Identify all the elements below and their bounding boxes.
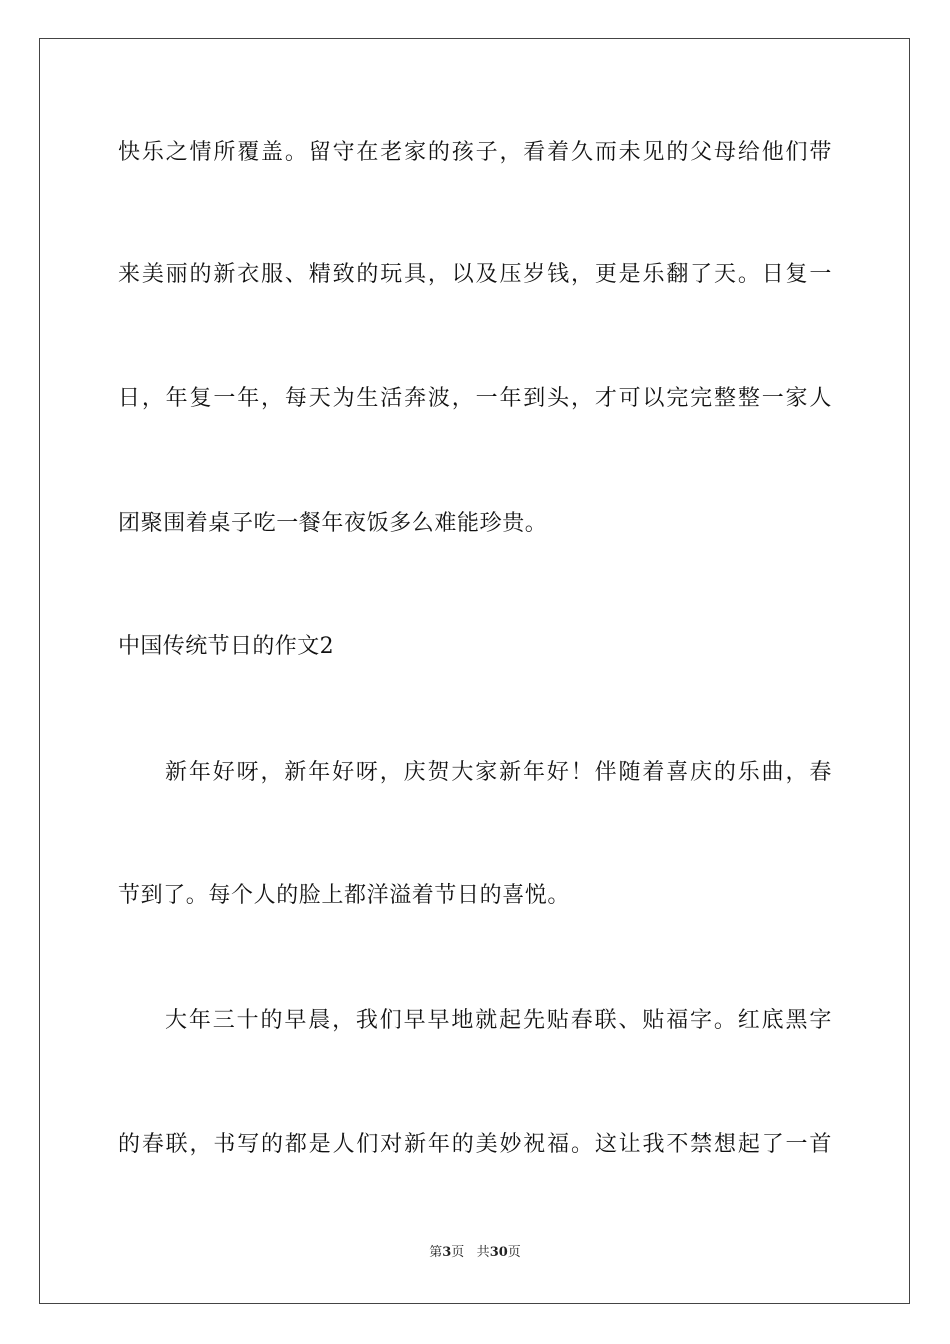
footer-page-suffix: 页 (451, 1245, 465, 1260)
footer-total-prefix: 共 (476, 1245, 490, 1260)
footer-total-pages: 30 (489, 1245, 508, 1260)
body-line-2: 来美丽的新衣服、精致的玩具，以及压岁钱，更是乐翻了天。日复一 (118, 262, 832, 287)
body-line-1: 快乐之情所覆盖。留守在老家的孩子，看着久而未见的父母给他们带 (118, 140, 832, 165)
body-line-4: 团聚围着桌子吃一餐年夜饭多么难能珍贵。 (118, 511, 548, 536)
body-line-3: 日，年复一年，每天为生活奔波，一年到头，才可以完完整整一家人 (118, 386, 832, 411)
para3-line-1: 大年三十的早晨，我们早早地就起先贴春联、贴福字。红底黑字 (165, 1008, 832, 1033)
section-heading: 中国传统节日的作文2 (118, 634, 334, 659)
para2-line-2: 节到了。每个人的脸上都洋溢着节日的喜悦。 (118, 883, 571, 908)
footer-prefix: 第 (429, 1245, 443, 1260)
page-frame (39, 38, 910, 1304)
para2-line-1: 新年好呀，新年好呀，庆贺大家新年好！伴随着喜庆的乐曲，春 (165, 760, 832, 785)
footer-total-suffix: 页 (507, 1245, 521, 1260)
para3-line-2: 的春联，书写的都是人们对新年的美妙祝福。这让我不禁想起了一首 (118, 1132, 832, 1157)
footer-current-page: 3 (442, 1245, 452, 1260)
page-footer (0, 1244, 950, 1262)
